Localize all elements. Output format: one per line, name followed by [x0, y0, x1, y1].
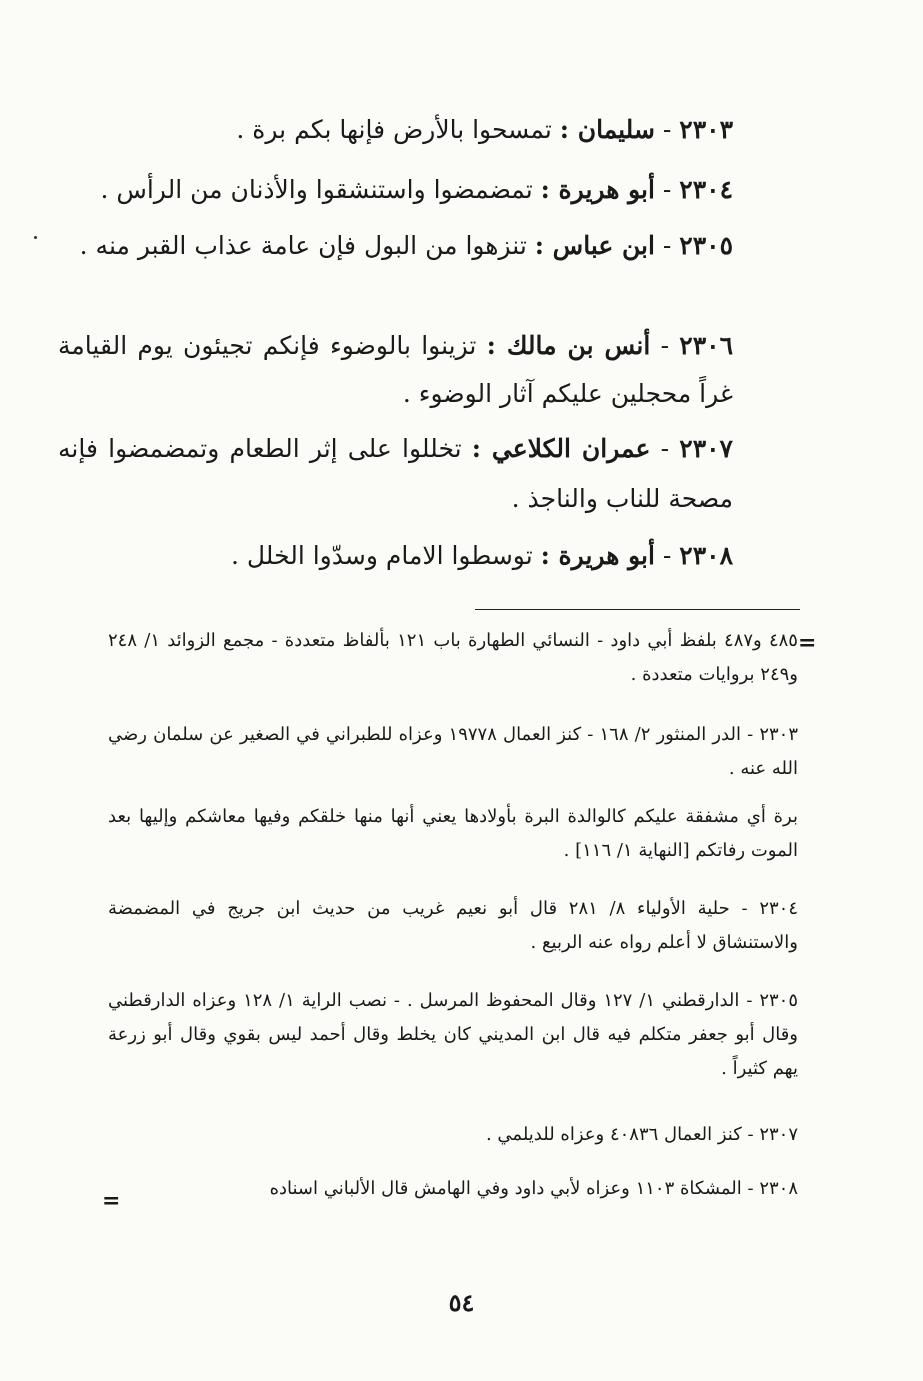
- footnote: ٢٣٠٥ - الدارقطني ١/ ١٢٧ وقال المحفوظ المرسل . - نصب الراية ١/ ١٢٨ وعزاه الدارقطني وقال أبو جعفر متكلم فيه قال ابن المديني كان يخلط وقال أحمد ليس بقوي وقال أبو زرعة يهم كثيراً .: [108, 990, 798, 1079]
- hadith-entry: [93, 162, 733, 218]
- hadith-entry: [58, 424, 733, 524]
- hadith-entry: [93, 102, 733, 158]
- hadith-number: ٢٣٠٧: [679, 434, 733, 463]
- dash: -: [660, 434, 670, 463]
- footnote: ٢٣٠٣ - الدر المنثور ٢/ ١٦٨ - كنز العمال ١٩٧٧٨ وعزاه للطبراني في الصغير عن سلمان رضي الله عنه .: [108, 724, 798, 779]
- footnote-divider: [475, 609, 800, 610]
- hadith-narrator: سليمان :: [559, 115, 655, 144]
- hadith-entry: [58, 322, 733, 418]
- hadith-narrator: عمران الكلاعي :: [471, 434, 651, 463]
- hadith-text: تمضمضوا واستنشقوا والأذنان من الرأس .: [100, 175, 533, 204]
- continuation-mark: =: [102, 1188, 121, 1214]
- footnote: ٢٣٠٨ - المشكاة ١١٠٣ وعزاه لأبي داود وفي الهامش قال الألباني اسناده: [269, 1178, 798, 1199]
- hadith-narrator: ابن عباس :: [534, 231, 655, 260]
- dash: -: [662, 115, 672, 144]
- dash: -: [662, 541, 672, 570]
- hadith-text: تنزهوا من البول فإن عامة عذاب القبر منه .: [79, 231, 527, 260]
- dash: -: [660, 331, 670, 360]
- dash: -: [662, 175, 672, 204]
- hadith-entry: [93, 528, 733, 584]
- hadith-number: ٢٣٠٣: [679, 115, 733, 144]
- scan-speck: [34, 236, 37, 239]
- dash: -: [662, 231, 672, 260]
- hadith-narrator: أبو هريرة :: [540, 541, 655, 570]
- hadith-number: ٢٣٠٤: [679, 175, 733, 204]
- page-number: ٥٤: [448, 1288, 475, 1317]
- hadith-text: تزينوا بالوضوء فإنكم تجيئون يوم القيامة غراً محجلين عليكم آثار الوضوء .: [58, 331, 733, 408]
- hadith-text: تمسحوا بالأرض فإنها بكم برة .: [236, 115, 552, 144]
- hadith-narrator: أنس بن مالك :: [486, 331, 651, 360]
- hadith-number: ٢٣٠٨: [679, 541, 733, 570]
- hadith-number: ٢٣٠٦: [679, 331, 734, 360]
- footnote: برة أي مشفقة عليكم كالوالدة البرة بأولادها يعني أنها منها خلقكم وفيها معاشكم وإليها بعد الموت رفاتكم [النهاية ١/ ١١٦] .: [108, 806, 798, 861]
- footnote: ٢٣٠٤ - حلية الأولياء ٨/ ٢٨١ قال أبو نعيم غريب من حديث ابن جريج في المضمضة والاستنشاق لا أعلم رواه عنه الربيع .: [108, 898, 798, 953]
- continuation-mark: =: [798, 630, 817, 656]
- hadith-entry: [58, 218, 733, 274]
- hadith-text: توسطوا الامام وسدّوا الخلل .: [230, 541, 533, 570]
- hadith-text: تخللوا على إثر الطعام وتمضمضوا فإنه مصحة للناب والناجذ .: [58, 434, 733, 513]
- footnote: ٢٣٠٧ - كنز العمال ٤٠٨٣٦ وعزاه للديلمي .: [485, 1124, 798, 1145]
- hadith-number: ٢٣٠٥: [679, 231, 733, 260]
- hadith-narrator: أبو هريرة :: [540, 175, 655, 204]
- footnote-continuation: ٤٨٥ و٤٨٧ بلفظ أبي داود - النسائي الطهارة باب ١٢١ بألفاظ متعددة - مجمع الزوائد ١/ ٢٤٨ و٢٤٩ بروايات متعددة .: [108, 630, 798, 685]
